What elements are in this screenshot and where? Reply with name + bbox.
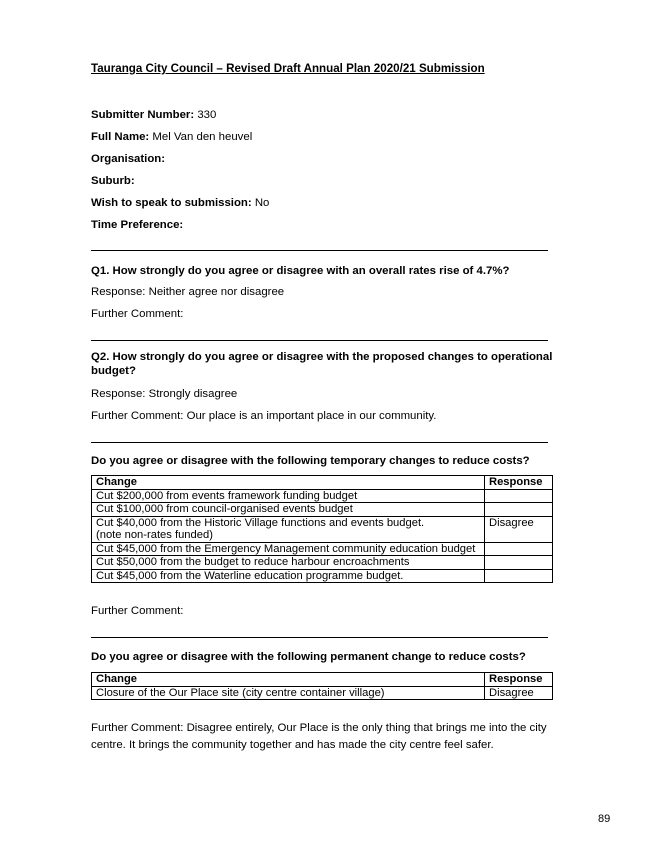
change-column-header: Change	[92, 476, 485, 490]
response-cell	[485, 569, 553, 583]
permanent-change-question: Do you agree or disagree with the following permanent change to reduce costs?	[91, 651, 526, 663]
change-cell: Cut $45,000 from the Waterline education programme budget.	[92, 569, 485, 583]
response-cell: Disagree	[485, 686, 553, 700]
q1-comment: Further Comment:	[91, 308, 184, 320]
table-header-row	[92, 673, 553, 687]
change-cell: Cut $50,000 from the budget to reduce harbour encroachments	[92, 556, 485, 570]
response-column-header: Response	[485, 476, 553, 490]
change-cell: Closure of the Our Place site (city centre container village)	[92, 686, 485, 700]
table-header-row	[92, 476, 553, 490]
organisation-label: Organisation:	[91, 153, 166, 165]
section-divider	[91, 340, 548, 341]
table-row	[92, 503, 553, 517]
submitter-number-label: Submitter Number:	[91, 109, 195, 121]
temporary-changes-table	[91, 475, 553, 583]
response-cell: Disagree	[485, 516, 553, 542]
change-column-header: Change	[92, 673, 485, 687]
speak-to-submission-value: No	[254, 197, 270, 209]
table-row	[92, 489, 553, 503]
permanent-change-comment: Further Comment: Disagree entirely, Our Place is the only thing that brings me into the city centre. It brings the community together and has made the city centre feel safer.	[91, 722, 547, 751]
section-divider	[91, 637, 548, 638]
document-title: Tauranga City Council – Revised Draft Annual Plan 2020/21 Submission	[91, 62, 485, 75]
temporary-changes-question: Do you agree or disagree with the following temporary changes to reduce costs?	[91, 455, 530, 467]
organisation-field	[91, 152, 165, 166]
change-cell: Cut $100,000 from council-organised events budget	[92, 503, 485, 517]
change-note: (note non-rates funded)	[96, 529, 213, 542]
suburb-label: Suburb:	[91, 175, 135, 187]
table-row	[92, 556, 553, 570]
response-cell	[485, 489, 553, 503]
q2-comment: Further Comment: Our place is an important place in our community.	[91, 410, 437, 422]
permanent-change-table	[91, 672, 553, 700]
time-preference-label: Time Preference:	[91, 219, 184, 231]
table-row	[92, 569, 553, 583]
time-preference-field	[91, 218, 183, 232]
suburb-field	[91, 174, 135, 188]
full-name-label: Full Name:	[91, 131, 150, 143]
q2-question: Q2. How strongly do you agree or disagree with the proposed changes to operational budget?	[91, 351, 553, 378]
response-column-header: Response	[485, 673, 553, 687]
submitter-number-field	[91, 108, 216, 122]
page-number: 89	[598, 813, 611, 825]
change-cell: Cut $45,000 from the Emergency Management community education budget	[92, 542, 485, 556]
section-divider	[91, 442, 548, 443]
submitter-number-value: 330	[197, 109, 217, 121]
response-cell	[485, 542, 553, 556]
change-cell: Cut $200,000 from events framework funding budget	[92, 489, 485, 503]
table-row	[92, 542, 553, 556]
q1-response: Response: Neither agree nor disagree	[91, 286, 285, 298]
temporary-changes-comment: Further Comment:	[91, 605, 184, 617]
q2-response: Response: Strongly disagree	[91, 388, 238, 400]
speak-to-submission-label: Wish to speak to submission:	[91, 197, 252, 209]
section-divider	[91, 250, 548, 251]
response-cell	[485, 503, 553, 517]
change-cell	[92, 516, 485, 542]
full-name-field	[91, 130, 252, 144]
response-cell	[485, 556, 553, 570]
change-text: Cut $40,000 from the Historic Village functions and events budget.	[96, 516, 425, 529]
full-name-value: Mel Van den heuvel	[152, 131, 253, 143]
q1-question: Q1. How strongly do you agree or disagree with an overall rates rise of 4.7%?	[91, 265, 510, 277]
table-row	[92, 686, 553, 700]
table-row	[92, 516, 553, 542]
speak-to-submission-field	[91, 196, 269, 210]
